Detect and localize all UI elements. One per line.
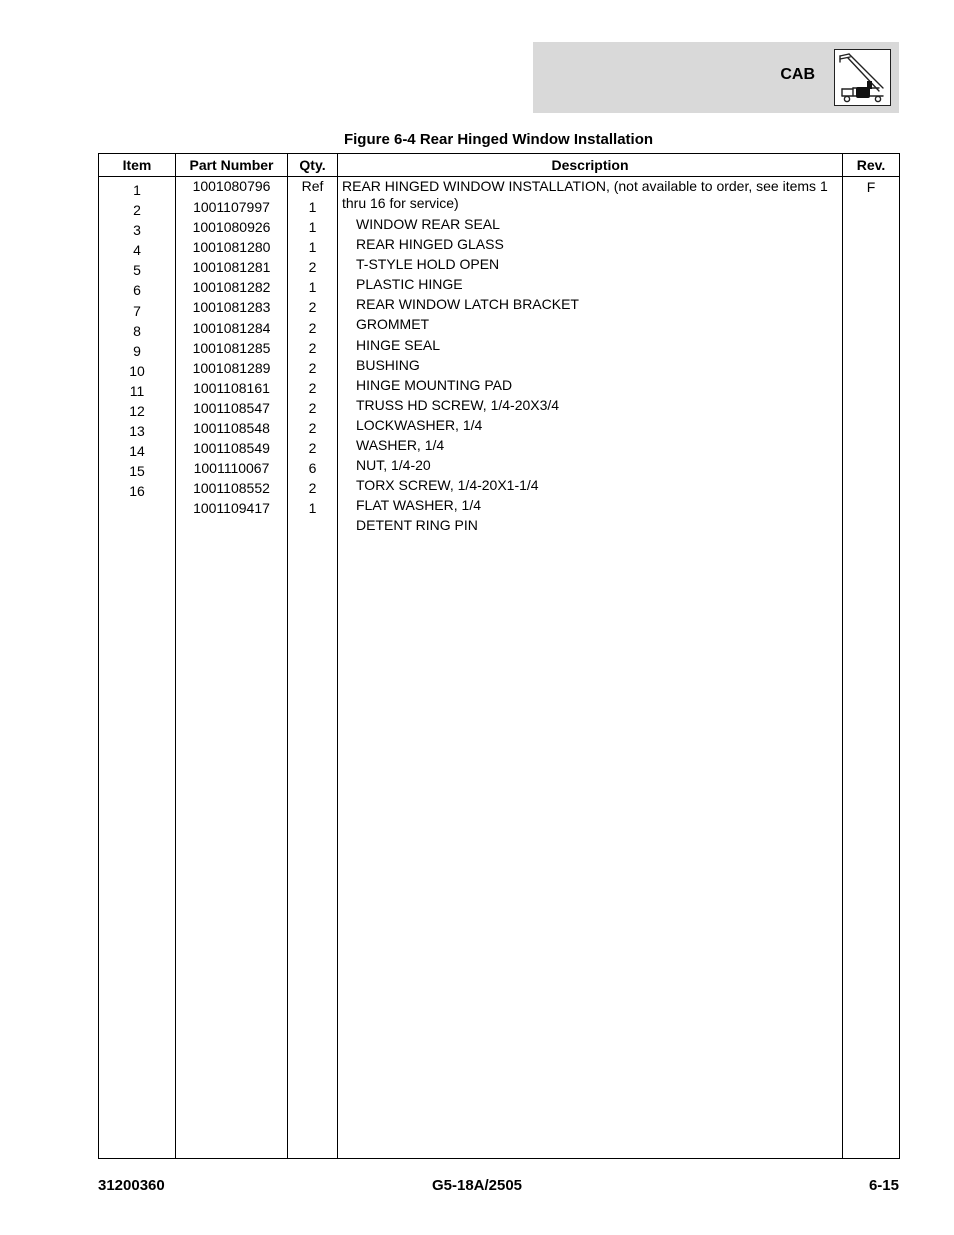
table-row-qty: 2 [308, 319, 317, 336]
table-row-item: 10 [129, 362, 145, 379]
table-row-description: REAR HINGED WINDOW INSTALLATION, (not available to order, see items 1 thru 16 for service) [342, 178, 828, 211]
table-row-description: TORX SCREW, 1/4-20X1-1/4 [356, 477, 539, 494]
table-row-description: DETENT RING PIN [356, 517, 478, 534]
column-header-qty: Qty. [288, 154, 338, 177]
table-row-qty: 2 [308, 299, 317, 316]
table-row-part-number: 1001108548 [193, 420, 270, 437]
table-row-item: 9 [133, 342, 141, 359]
item-column [99, 177, 176, 1159]
table-row-qty: 2 [308, 420, 317, 437]
description-column [338, 177, 843, 1159]
table-row-description: HINGE MOUNTING PAD [356, 376, 513, 393]
table-row-item: 8 [133, 322, 141, 339]
table-row-qty: 2 [308, 399, 317, 416]
table-row-qty: Ref [301, 178, 324, 194]
table-row-description: WINDOW REAR SEAL [356, 216, 500, 232]
table-row-part-number: 1001080926 [192, 219, 271, 236]
table-row-qty: 1 [308, 199, 317, 215]
table-row-description: LOCKWASHER, 1/4 [356, 416, 483, 433]
table-row-item: 1 [133, 182, 141, 198]
table-row-qty: 2 [308, 440, 317, 457]
column-header-item: Item [99, 154, 176, 177]
table-row-rev: F [866, 179, 876, 195]
table-row-part-number: 1001081280 [192, 239, 271, 256]
table-row-item: 2 [133, 202, 141, 219]
table-row-qty: 2 [308, 480, 317, 497]
table-row-description: GROMMET [356, 316, 430, 333]
section-title: CAB [780, 66, 815, 83]
table-row-part-number: 1001108547 [193, 399, 270, 416]
table-row-part-number: 1001081285 [192, 339, 271, 356]
table-row-qty: 2 [308, 359, 317, 376]
table-row-description: T-STYLE HOLD OPEN [356, 256, 500, 273]
table-row-description: PLASTIC HINGE [356, 276, 463, 293]
table-row-qty: 2 [308, 379, 317, 396]
table-row-part-number: 1001081289 [192, 359, 271, 376]
table-row-part-number: 1001081282 [192, 279, 271, 296]
part-number-column [176, 177, 288, 1159]
table-row-item: 14 [129, 443, 145, 460]
table-row-item: 12 [129, 403, 145, 420]
table-row-qty: 2 [308, 339, 317, 356]
footer-page-number: 6-15 [868, 1177, 899, 1194]
table-row-item: 7 [133, 302, 141, 319]
table-row-part-number: 1001110067 [193, 460, 270, 477]
table-row-qty: 1 [308, 219, 317, 236]
table-row-description: FLAT WASHER, 1/4 [356, 497, 481, 514]
table-row-description: TRUSS HD SCREW, 1/4-20X3/4 [356, 396, 560, 413]
table-row-description: BUSHING [356, 356, 420, 373]
table-row-description: WASHER, 1/4 [356, 437, 445, 454]
table-row-description: HINGE SEAL [356, 336, 441, 353]
table-row-description: REAR WINDOW LATCH BRACKET [356, 296, 579, 313]
table-row-part-number: 1001081283 [192, 299, 271, 316]
table-row-part-number: 1001107997 [193, 199, 270, 215]
table-row-qty: 1 [308, 500, 317, 517]
table-row-part-number: 1001081281 [192, 259, 271, 276]
figure-title: Figure 6-4 Rear Hinged Window Installation [343, 131, 654, 148]
section-header-tab [533, 42, 899, 113]
table-row-description: NUT, 1/4-20 [356, 457, 431, 474]
table-row-item: 16 [129, 483, 145, 500]
table-row-qty: 1 [308, 279, 317, 296]
parts-table [98, 153, 900, 1159]
footer-model: G5-18A/2505 [431, 1177, 523, 1194]
column-header-description: Description [338, 154, 843, 177]
table-row-item: 3 [133, 222, 141, 239]
table-row-item: 6 [133, 282, 141, 299]
table-body-row [99, 177, 900, 1159]
table-row-item: 11 [129, 382, 145, 399]
table-row-description: REAR HINGED GLASS [356, 236, 504, 253]
table-row-qty: 1 [308, 239, 317, 256]
column-header-part-number: Part Number [176, 154, 288, 177]
table-row-item: 15 [129, 463, 145, 480]
table-row-part-number: 1001109417 [193, 500, 270, 517]
table-row-item: 13 [129, 423, 145, 440]
table-row-part-number: 1001080796 [192, 178, 271, 194]
rev-column [843, 177, 900, 1159]
table-header-row [99, 154, 900, 177]
table-row-part-number: 1001081284 [192, 319, 271, 336]
table-row-qty: 2 [308, 259, 317, 276]
aerial-lift-cab-icon [834, 49, 891, 106]
column-header-rev: Rev. [843, 154, 900, 177]
table-row-part-number: 1001108549 [193, 440, 270, 457]
qty-column [288, 177, 338, 1159]
table-row-item: 5 [133, 262, 141, 279]
table-row-part-number: 1001108161 [193, 379, 270, 396]
table-row-part-number: 1001108552 [193, 480, 270, 497]
table-row-qty: 6 [308, 460, 317, 477]
table-row-item: 4 [133, 242, 141, 259]
footer-document-number: 31200360 [98, 1177, 165, 1194]
